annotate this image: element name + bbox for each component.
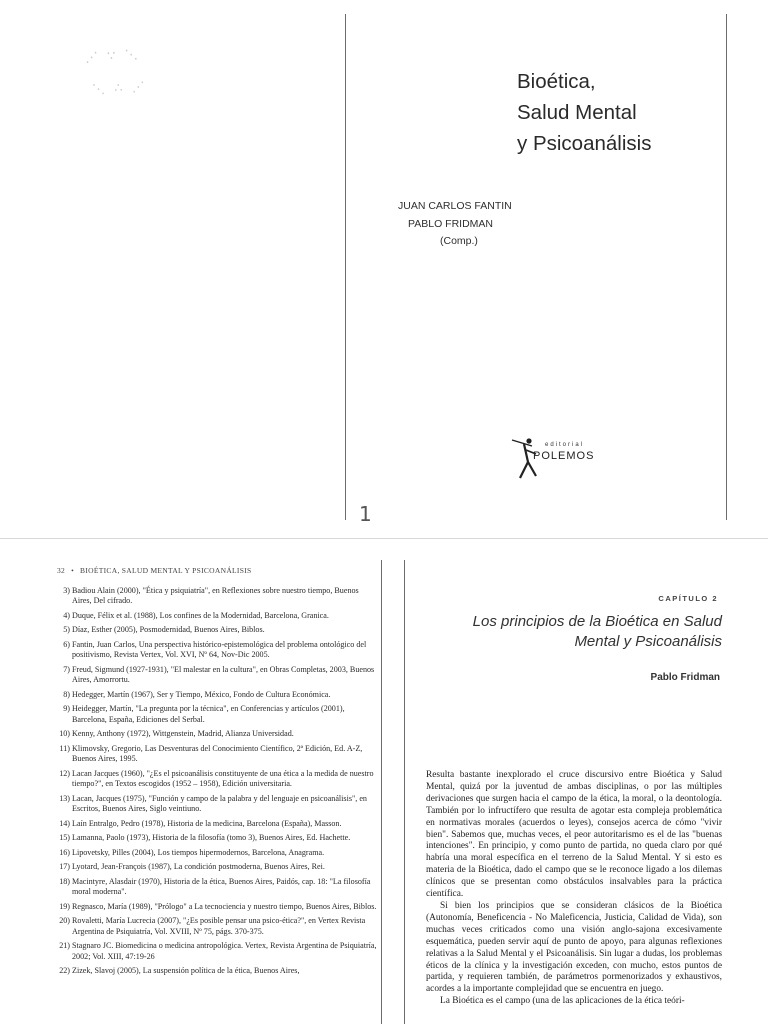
reference-number: 12)	[59, 768, 70, 778]
reference-text: Lamanna, Paolo (1973), Historia de la filosofía (tomo 3), Buenos Aires, Ed. Hachette.	[72, 833, 351, 843]
reference-text: Klimovsky, Gregorio, Las Desventuras del Conocimiento Científico, 2ª Edición, Ed. A-Z, Buenos Aires, 1995.	[72, 743, 363, 764]
book-title-line: y Psicoanálisis	[517, 132, 652, 155]
author-name: JUAN CARLOS FANTIN	[398, 200, 512, 212]
reference-number: 4)	[63, 610, 70, 620]
reference-number: 11)	[59, 743, 70, 753]
reference-text: Kenny, Anthony (1972), Wittgenstein, Madrid, Alianza Universidad.	[72, 729, 294, 739]
book-title-line: Bioética,	[517, 70, 596, 93]
reference-item	[55, 744, 377, 765]
publisher-label: editorial	[545, 442, 585, 448]
reference-item	[55, 704, 377, 725]
reference-item	[55, 833, 377, 843]
reference-item	[55, 611, 377, 621]
body-paragraph: Resulta bastante inexplorado el cruce discursivo entre Bioética y Salud Mental, quizá por la juventud de ambas disciplinas, o por las múltiples derivaciones que surgen hacia el campo de la ética, la moral, o la deontología. También por lo infructífero que resulta de agotar esta compleja problemática en normativas morales (acuerdos o leyes), consejos acerca de cómo "vivir bien". Sabemos que, muchas veces, el peor autoritarismo es el de las "buenas intenciones". En principio, y como punto de partida, no queda claro por qué habría una moral específica en el terreno de la Salud Mental. Y si esto es materia de la Bioética, dado el campo que se le reconoce ligado a los dilemas clínicos que se presentan como obstáculos insalvables para la práctica científica.	[426, 770, 722, 900]
reference-number: 17)	[59, 862, 70, 872]
body-paragraph: La Bioética es el campo (una de las aplicaciones de la ética teóri-	[440, 996, 685, 1007]
reference-item	[55, 966, 377, 976]
reference-item	[55, 625, 377, 635]
top-right-page-edge	[726, 14, 727, 520]
reference-text: Freud, Sigmund (1927-1931), "El malestar en la cultura", en Obras Completas, 2003, Buenos Aires, Amorrortu.	[72, 664, 375, 685]
body-paragraph: Si bien los principios que se consideran clásicos de la Bioética (Autonomía, Beneficencia - No Maleficencia, Justicia, Calidad de Vida), son muchas veces criticados como una visión anglo-sajona excesivamente esquemática, pueden servir aquí de punto de apoyo, para algunas reflexiones relativas a la Salud Mental y el Psicoanálisis. Sin lugar a dudas, los problemas éticos de la clínica y la investigación exceden, con mucho, estos puntos de partida, y requieren también, de parámetros pormenorizados y exhaustivos, acordes a la importante complejidad que se encuentra en juego.	[426, 900, 722, 995]
book-title	[517, 66, 651, 159]
reference-number: 9)	[63, 704, 70, 714]
reference-text: Heidegger, Martín, "La pregunta por la técnica", en Conferencias y artículos (2001), Barcelona, España, Ediciones del Serbal.	[72, 704, 345, 724]
publisher-logo	[510, 432, 610, 484]
reference-text: Hedegger, Martín (1967), Ser y Tiempo, México, Fondo de Cultura Económica.	[72, 689, 331, 699]
reference-text: Fantin, Juan Carlos, Una perspectiva histórico-epistemológica del problema ontológico del positivismo, Revista Vertex, Vol. XVI, Nº 64, Nov-Dic 2005.	[72, 640, 367, 660]
reference-text: Macintyre, Alasdair (1970), Historia de la ética, Buenos Aires, Paidós, cap. 18: "La filosofía moral moderna".	[72, 876, 371, 897]
reference-item	[55, 941, 377, 962]
author-name: PABLO FRIDMAN	[408, 217, 493, 230]
reference-number: 7)	[63, 664, 70, 674]
reference-text: Regnasco, María (1989), "Prólogo" a La tecnociencia y nuestro tiempo, Buenos Aires, Biblos.	[72, 901, 377, 911]
reference-number: 3)	[63, 586, 70, 595]
reference-text: Lyotard, Jean-François (1987), La condición postmoderna, Buenos Aires, Rei.	[72, 862, 325, 872]
publisher-name: POLEMOS	[533, 450, 595, 462]
reference-text: Lipovetsky, Pilles (2004), Los tiempos hipermodernos, Barcelona, Anagrama.	[72, 847, 325, 857]
reference-number: 14)	[59, 818, 70, 828]
running-head	[57, 566, 251, 575]
reference-text: Lacan, Jacques (1975), "Función y campo de la palabra y del lenguaje en psicoanálisis", en Escritos, Buenos Aires, Siglo veintiuno.	[72, 793, 367, 814]
reference-number: 8)	[63, 689, 70, 699]
reference-text: Lacan Jacques (1960), "¿Es el psicoanálisis constituyente de una ética a la medida de nuestro tiempo?", en Textos escogidos (1952 – 1958), Edición universitaria.	[72, 768, 374, 789]
reference-number: 10)	[59, 729, 70, 739]
reference-item	[55, 640, 377, 661]
reference-item	[55, 862, 377, 872]
running-head-separator: •	[71, 566, 75, 575]
page-divider	[0, 538, 768, 539]
reference-item	[55, 586, 377, 607]
reference-number: 5)	[63, 625, 70, 635]
chapter-title: Los principios de la Bioética en Salud Mental y Psicoanálisis	[472, 613, 722, 650]
reference-item	[55, 729, 377, 739]
reference-number: 22)	[59, 966, 70, 976]
page-pencil-mark: 1	[359, 502, 372, 526]
reference-number: 19)	[59, 901, 70, 911]
reference-item	[55, 690, 377, 700]
chapter-author: Pablo Fridman	[650, 672, 720, 683]
reference-list	[55, 586, 377, 981]
faded-stamp-mark: ⋰ ∵ ⋱	[84, 46, 142, 65]
reference-number: 21)	[59, 941, 70, 951]
reference-number: 18)	[59, 876, 70, 886]
reference-number: 6)	[63, 640, 70, 650]
reference-text: Duque, Félix et al. (1988), Los confines de la Modernidad, Barcelona, Granica.	[72, 610, 329, 620]
bottom-right-page-edge	[404, 560, 405, 1024]
top-left-page-edge	[345, 14, 346, 520]
reference-text: Badiou Alain (2000), "Ética y psiquiatría", en Reflexiones sobre nuestro tiempo, Buenos Aires, Del cifrado.	[72, 586, 359, 606]
book-title-line: Salud Mental	[517, 101, 637, 124]
reference-text: Laín Entralgo, Pedro (1978), Historia de la medicina, Barcelona (España), Masson.	[72, 818, 342, 828]
reference-item	[55, 848, 377, 858]
author-block	[398, 198, 548, 251]
reference-item	[55, 665, 377, 686]
reference-text: Rovaletti, María Lucrecia (2007), "¿Es posible pensar una psico-ética?", en Vertex Revista Argentina de Psiquiatría, Vol. XVIII, Nº 75, págs. 370-375.	[72, 916, 366, 936]
reference-item	[55, 916, 377, 937]
chapter-label: CAPÍTULO 2	[658, 594, 718, 603]
reference-number: 15)	[59, 833, 70, 843]
faded-stamp-mark-2: ⋱ ∴ ⋰	[91, 78, 149, 97]
reference-number: 20)	[59, 916, 70, 926]
compilers-note: (Comp.)	[440, 235, 478, 247]
reference-item	[55, 769, 377, 790]
reference-item	[55, 819, 377, 829]
reference-text: Díaz, Esther (2005), Posmodernidad, Buenos Aires, Biblos.	[72, 625, 265, 635]
bottom-left-page-edge	[381, 560, 382, 1024]
page-number: 32	[57, 566, 66, 575]
reference-item	[55, 902, 377, 912]
reference-item	[55, 877, 377, 898]
reference-text: Stagnaro JC. Biomedicina o medicina antropológica. Vertex, Revista Argentina de Psiquiatría, 2002; Vol. XIII, 47:19-26	[72, 941, 377, 961]
reference-item	[55, 794, 377, 815]
chapter-body	[426, 770, 722, 1008]
running-head-title: BIOÉTICA, SALUD MENTAL Y PSICOANÁLISIS	[80, 566, 252, 575]
reference-number: 13)	[59, 793, 70, 803]
reference-number: 16)	[59, 847, 70, 857]
reference-text: Zizek, Slavoj (2005), La suspensión política de la ética, Buenos Aires,	[72, 966, 300, 976]
